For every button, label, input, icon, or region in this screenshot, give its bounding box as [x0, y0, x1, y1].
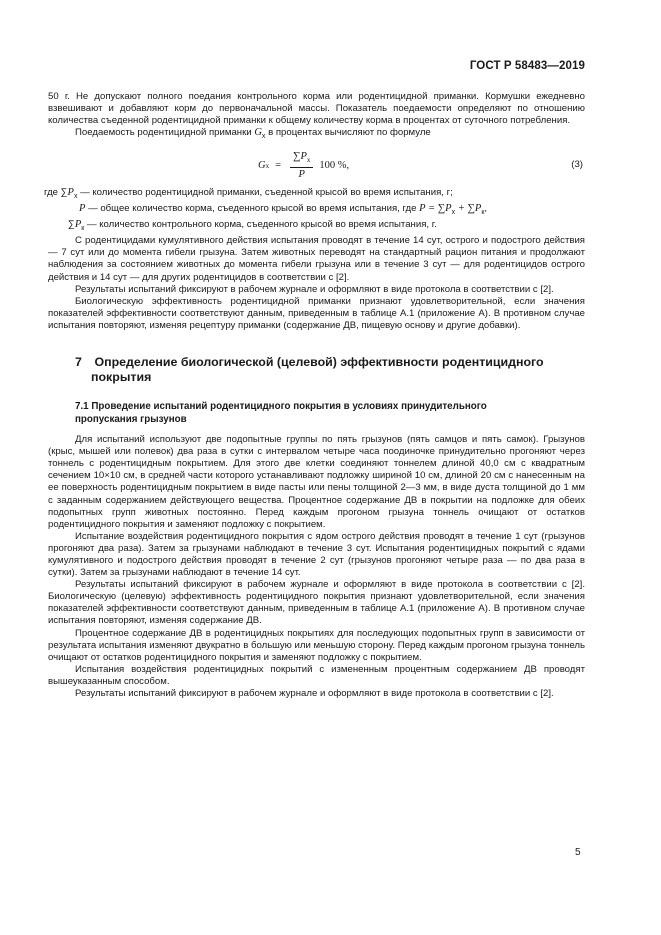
paragraph: Испытания воздействия родентицидных покрытий с измененным процентным содержанием ДВ проводят вышеуказанным способом.: [48, 663, 585, 687]
legend-row: где $\sum P_x$ — количество родентицидной приманки, съеденной крысой во время испытания, г;: [44, 187, 453, 201]
paragraph: Испытание воздействия родентицидного покрытия с ядом острого действия проводят в течение 1 сут (грызунов прогоняют два раза). Затем за грызунами наблюдают в течение 3 сут. Испытания родентицидных покрытий с ядами кумулятивного и подострого действия проводят в течение 2 сут (грызунов прогоняют четыре раза — по два раза в сутки). Затем за грызунами наблюдают в течение 14 сут.: [48, 530, 585, 579]
subsection-heading: [48, 401, 585, 426]
formula-tail: 100 %,: [319, 160, 350, 172]
formula-numerator: $\sum P_x$: [290, 151, 313, 168]
legend-row: $\sum P_к$ — количество контрольного корма, съеденного крысой во время испытания, г.: [68, 219, 437, 233]
paragraph: Биологическую эффективность родентицидной приманки признают удовлетворительной, если значения показателей эффективности соответствуют данным, приведенным в таблице А.1 (приложение А). В противном случае испытания повторяют, изменяя рецептуру приманки (содержание ДВ, пищевую основу и другие добавки).: [48, 295, 585, 331]
legend-row: P — общее количество корма, съеденного крысой во время испытания, где $P = \sum P_x + \sum P_к$,: [79, 203, 488, 217]
subsection-title-line1: Проведение испытаний родентицидного покрытия в условиях принудительного: [91, 401, 487, 413]
paragraph: Результаты испытаний фиксируют в рабочем журнале и оформляют в виде протокола в соответствии с [2]. Биологическую (целевую) эффективность родентицидного покрытия признают удовлетворительной, если значения показателей эффективности соответствуют данным, приведенным в таблице А.1 (приложение А). В противном случае испытания повторяют, изменяя содержание ДВ.: [48, 579, 585, 627]
subsection-title-line2: пропускания грызунов: [75, 413, 187, 425]
page-content: [44, 91, 585, 700]
paragraph: Для испытаний используют две подопытные группы по пять грызунов (пять самцов и пять самок). Грызунов (крыс, мышей или полевок) два раза в сутки с интервалом четыре часа поодиночке принудительно прогоняют через тоннель с родентицидным покрытием. Для этого две клетки соединяют тоннелем длиной 40,0 см с квадратным сечением 10×10 см, в средней части которого устанавливают подложку шириной 10 см, длиной 20 см с нанесенным на ее поверхность родентицидным покрытием в виде пасты или пены толщиной 2—3 мм, в виде дуста толщиной до 1 мм с заданным содержанием действующего вещества. Процентное содержание ДВ в покрытии на подложке для обеих подопытных групп животных постоянно. Перед каждым прогоном грызуна тоннель очищают от остатков родентицидного покрытия и заменяют подложку с покрытием.: [48, 434, 585, 530]
formula-number: (3): [571, 159, 583, 171]
formula-legend: [44, 187, 585, 235]
standard-designation: ГОСТ Р 58483—2019: [469, 60, 585, 72]
formula-expression: [258, 151, 349, 181]
section-title-line1: Определение биологической (целевой) эффективности родентицидного: [94, 355, 544, 370]
section-heading: [48, 355, 585, 385]
formula-fraction: [290, 151, 313, 181]
formula-equals: =: [275, 160, 282, 172]
paragraph: С родентицидами кумулятивного действия испытания проводят в течение 14 сут, острого и подострого действия — 7 сут или до момента гибели грызуна. Затем животных переводят на стандартный рацион питания и продолжают наблюдения за состоянием животных до момента гибели грызуна или в течение 3 сут — для родентицидов острого действия и 14 сут — для других родентицидов в соответствии с [2].: [48, 235, 585, 283]
page-number: 5: [575, 847, 581, 858]
formula-denominator: P: [298, 169, 305, 181]
paragraph: Результаты испытаний фиксируют в рабочем журнале и оформляют в виде протокола в соответствии с [2].: [75, 283, 554, 295]
paragraph: Результаты испытаний фиксируют в рабочем журнале и оформляют в виде протокола в соответствии с [2].: [75, 688, 554, 699]
paragraph-formula-intro: Поедаемость родентицидной приманки $G_x$ в процентах вычисляют по формуле: [75, 127, 431, 141]
formula-lhs-sub: x: [265, 162, 270, 171]
paragraph: Процентное содержание ДВ в родентицидных покрытиях для последующих подопытных групп в зависимости от результата испытания изменяют двукратно в большую или меньшую сторону. Перед каждым прогоном грызуна тоннель очищают от остатков родентицидного покрытия и заменяют подложку с покрытием.: [48, 627, 585, 663]
formula-3: [48, 145, 585, 187]
section-number: 7: [75, 355, 82, 370]
formula-lhs: G: [258, 160, 266, 172]
section-title-line2: покрытия: [91, 370, 152, 385]
subsection-number: 7.1: [75, 401, 89, 413]
paragraph: 50 г. Не допускают полного поедания контрольного корма или родентицидной приманки. Кормушки ежедневно взвешивают и добавляют корм до первоначальной массы. Показатель поедаемости определяют по отношению количества съеденной родентицидной приманки к общему количеству корма в процентах от суточного потребления.: [48, 91, 585, 127]
